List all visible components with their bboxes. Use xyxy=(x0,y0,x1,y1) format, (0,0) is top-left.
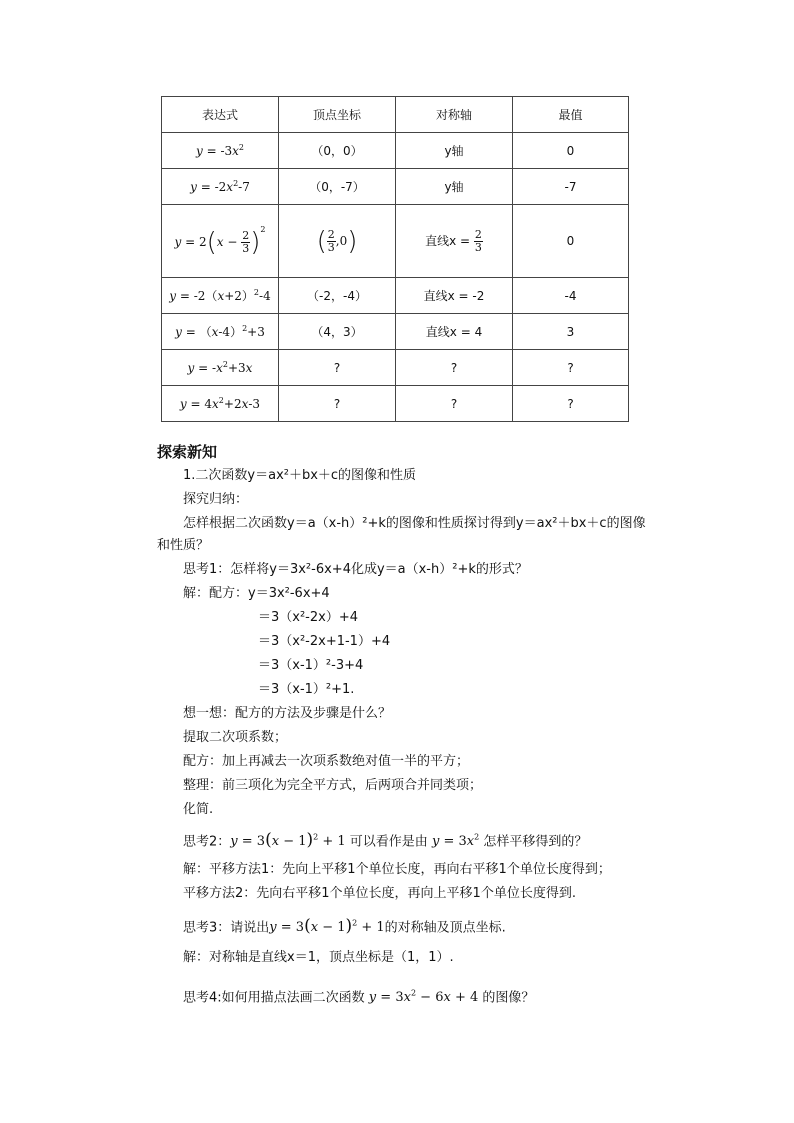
derivation-step: ＝3（x²-2x）+4 xyxy=(258,610,358,625)
expression-cell: $y = -3x^2$ xyxy=(162,133,279,169)
function-properties-table xyxy=(161,96,629,422)
think3-solution: 解：对称轴是直线x＝1，顶点坐标是（1，1）. xyxy=(183,950,454,965)
axis-cell: ? xyxy=(396,386,513,422)
table-row xyxy=(162,386,629,422)
expression-cell: $y = (x-4)^2+3$ xyxy=(162,314,279,350)
think1-question: 思考1：怎样将y＝3x²-6x+4化成y＝a（x-h）²+k的形式？ xyxy=(183,562,528,577)
think1-solution: 解：配方：y＝3x²-6x+4 xyxy=(183,586,330,601)
vertex-cell: ( $\frac{2}{3}$ ,0) xyxy=(279,205,396,278)
header-axis: 对称轴 xyxy=(396,97,513,133)
method-step: 化简. xyxy=(183,802,214,817)
extreme-cell: ? xyxy=(513,350,629,386)
table-row xyxy=(162,278,629,314)
derivation-step: ＝3（x-1）²-3+4 xyxy=(258,658,364,673)
vertex-cell: （0，-7） xyxy=(279,169,396,205)
method-step: 配方：加上再减去一次项系数绝对值一半的平方； xyxy=(183,754,470,769)
extreme-cell: -7 xyxy=(513,169,629,205)
header-expression: 表达式 xyxy=(162,97,279,133)
table-row xyxy=(162,169,629,205)
expression-cell: $y = -2(x+2)^2-4$ xyxy=(162,278,279,314)
expression-cell: $y = 4x^2+2x-3$ xyxy=(162,386,279,422)
method-step: 整理：前三项化为完全平方式，后两项合并同类项； xyxy=(183,778,483,793)
table-row xyxy=(162,314,629,350)
formula-quadratic: $y = 3x^2 - 6x + 4$ xyxy=(368,989,483,1006)
think2-solution-method2: 平移方法2：先向右平移1个单位长度，再向上平移1个单位长度得到. xyxy=(183,886,576,901)
formula-translated: $y = 3(x - 1)^2 + 1$ xyxy=(269,916,385,937)
extreme-cell: 3 xyxy=(513,314,629,350)
method-step: 提取二次项系数； xyxy=(183,730,288,745)
vertex-cell: ? xyxy=(279,350,396,386)
table-row xyxy=(162,205,629,278)
item-heading: 1.二次函数y＝ax²＋bx＋c的图像和性质 xyxy=(183,468,417,483)
think4-question: 思考4:如何用描点法画二次函数 $y = 3x^2 - 6x + 4$ 的图像？ xyxy=(183,989,535,1006)
extreme-cell: ? xyxy=(513,386,629,422)
explore-label: 探究归纳： xyxy=(183,492,249,507)
derivation-step: ＝3（x²-2x+1-1）+4 xyxy=(258,634,391,649)
axis-cell: 直线x = -2 xyxy=(396,278,513,314)
section-title: 探索新知 xyxy=(157,443,218,461)
vertex-cell: （0，0） xyxy=(279,133,396,169)
formula-translated: $y = 3(x - 1)^2 + 1$ xyxy=(230,830,350,851)
extreme-cell: -4 xyxy=(513,278,629,314)
axis-cell: ? xyxy=(396,350,513,386)
extreme-cell: 0 xyxy=(513,133,629,169)
intro-question-line1: 怎样根据二次函数y＝a（x-h）²+k的图像和性质探讨得到y＝ax²＋bx＋c的图像 xyxy=(183,516,646,531)
axis-cell: y轴 xyxy=(396,133,513,169)
vertex-cell: （4，3） xyxy=(279,314,396,350)
think2-solution-method1: 解：平移方法1：先向上平移1个单位长度，再向右平移1个单位长度得到； xyxy=(183,862,611,877)
expression-cell: y = 2(x − $\frac{2}{3}$ )$^2$ xyxy=(162,205,279,278)
header-extreme: 最值 xyxy=(513,97,629,133)
intro-question-line2: 和性质？ xyxy=(157,538,210,553)
expression-cell: $y = -2x^2-7$ xyxy=(162,169,279,205)
think2-question: 思考2：$y = 3(x - 1)^2 + 1$ 可以看作是由 $y = 3x^2$ 怎样平移得到的？ xyxy=(183,830,588,851)
axis-cell: 直线x = 4 xyxy=(396,314,513,350)
vertex-cell: ? xyxy=(279,386,396,422)
derivation-step: ＝3（x-1）²+1. xyxy=(258,682,355,697)
formula-base: $y = 3x^2$ xyxy=(431,833,480,850)
axis-cell: y轴 xyxy=(396,169,513,205)
think3-question: 思考3：请说出$y = 3(x - 1)^2 + 1$的对称轴及顶点坐标. xyxy=(183,916,506,937)
table-row xyxy=(162,133,629,169)
header-vertex: 顶点坐标 xyxy=(279,97,396,133)
think-more-question: 想一想：配方的方法及步骤是什么？ xyxy=(183,706,392,721)
table-header-row xyxy=(162,97,629,133)
table-row xyxy=(162,350,629,386)
expression-cell: $y = -x^2+3x$ xyxy=(162,350,279,386)
axis-cell: 直线x = $\frac{2}{3}$ xyxy=(396,205,513,278)
vertex-cell: （-2，-4） xyxy=(279,278,396,314)
extreme-cell: 0 xyxy=(513,205,629,278)
